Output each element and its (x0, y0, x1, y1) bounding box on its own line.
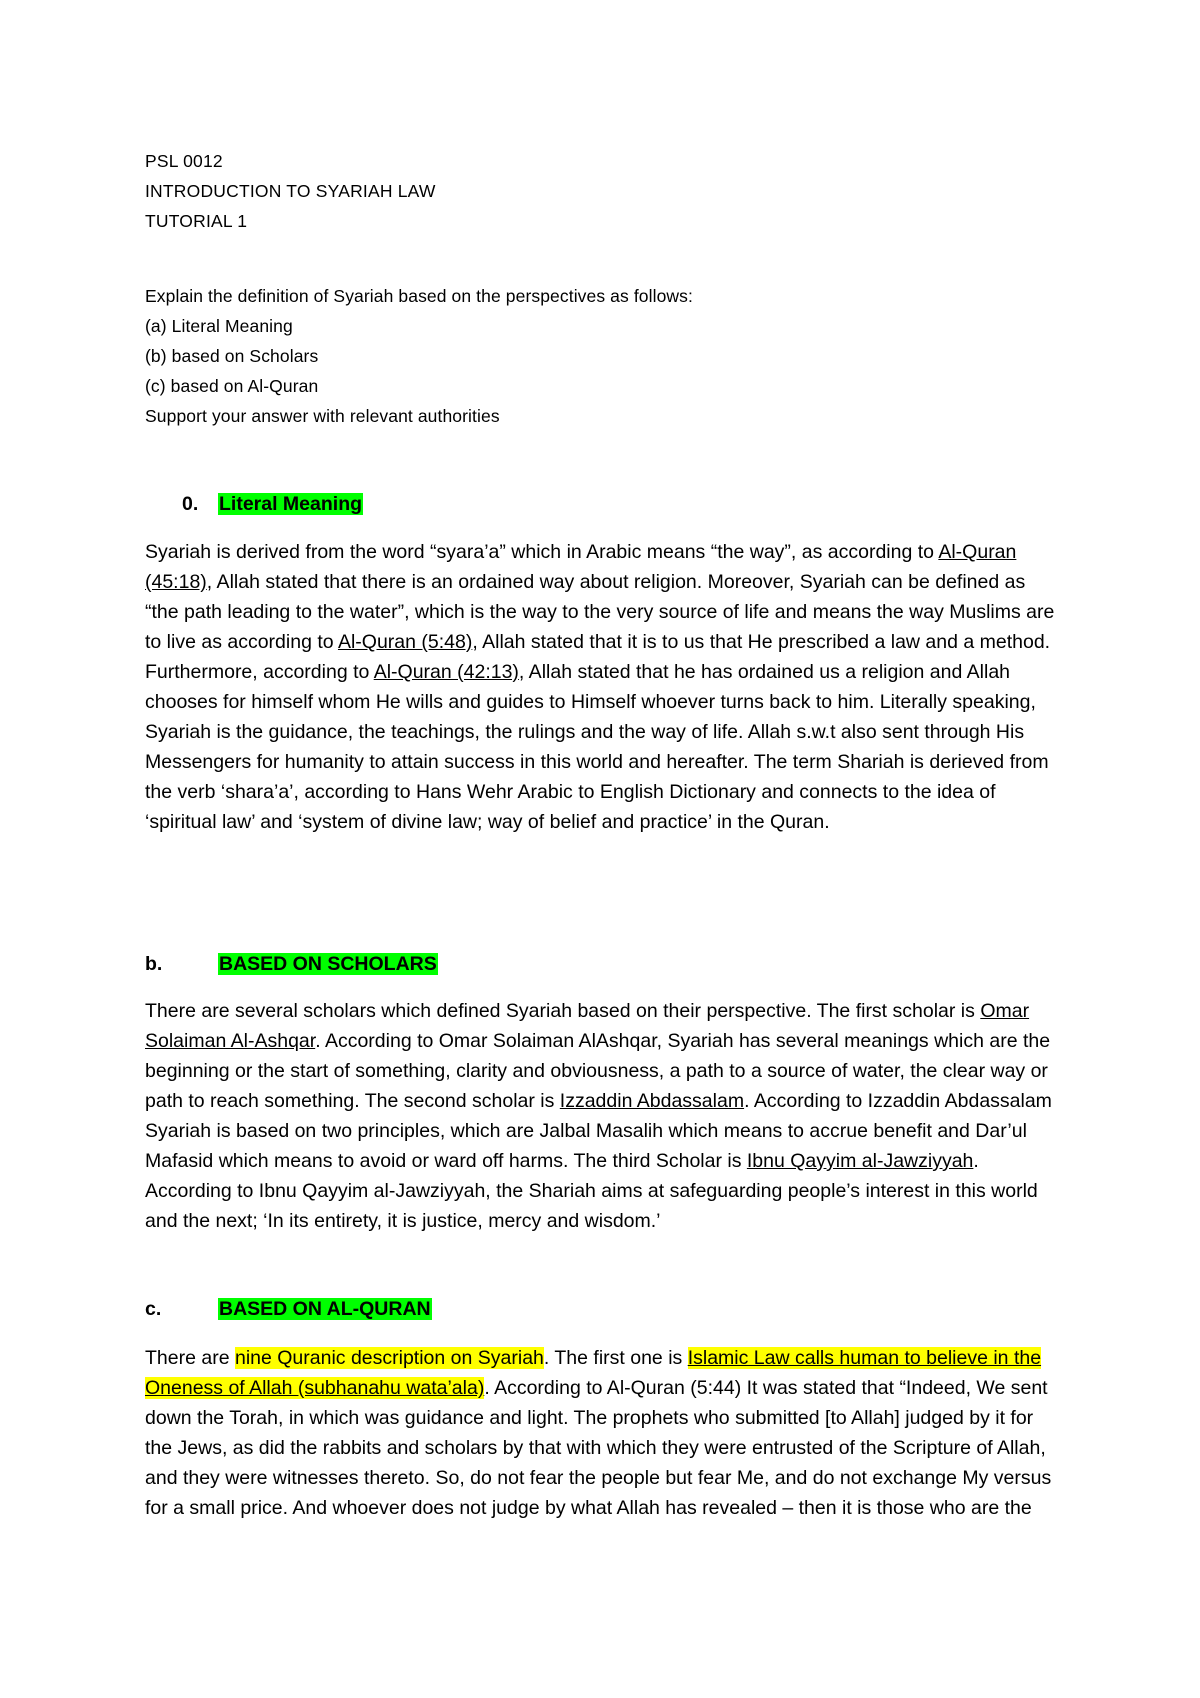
question-note: Support your answer with relevant authorities (145, 406, 500, 426)
text-run: . According to Ibnu Qayyim al-Jawziyyah, the Shariah aims at safeguarding people’s interest in this world and the next; ‘In its entirety, it is justice, mercy and wisdom.’ (145, 1150, 1038, 1232)
course-title: INTRODUCTION TO SYARIAH LAW (145, 181, 436, 201)
scholar-omar-solaiman: Omar Solaiman Al-Ashqar (145, 1000, 1030, 1052)
text-run: . According to Izzaddin Abdassalam Syariah is based on two principles, which are Jalbal Masalih which means to accrue benefit and Dar’ul Mafasid which means to avoid or ward off harms. The third Scholar is (145, 1090, 1052, 1172)
question-item-b: (b) based on Scholars (145, 346, 319, 366)
text-run: , Allah stated that there is an ordained way about religion. Moreover, Syariah can be defined as “the path leading to the water”, which is the way to the very source of life and means the way Muslims are to live as according to (145, 571, 1055, 653)
question-prompt: Explain the definition of Syariah based on the perspectives as follows: (145, 286, 693, 306)
question-item-c: (c) based on Al-Quran (145, 376, 319, 396)
section-b-title: BASED ON SCHOLARS (219, 953, 437, 975)
text-run: There are several scholars which defined Syariah based on their perspective. The first scholar is (145, 1000, 981, 1022)
question-block (145, 281, 693, 431)
section-a-heading (182, 489, 198, 519)
section-a-number: 0. (182, 493, 199, 515)
highlighted-phrase: nine Quranic description on Syariah (234, 1347, 544, 1369)
section-b-title-wrap (218, 949, 438, 979)
highlighted-underlined-phrase: Islamic Law calls human to believe in the Oneness of Allah (subhanahu wata’ala) (145, 1347, 1042, 1399)
course-code: PSL 0012 (145, 151, 223, 171)
section-c-paragraph (145, 1343, 1063, 1523)
scholar-ibnu-qayyim: Ibnu Qayyim al-Jawziyyah (746, 1150, 974, 1172)
text-run: . The first one is (543, 1347, 688, 1369)
text-run: . According to Al-Quran (5:44) It was stated that “Indeed, We sent down the Torah, in which was guidance and light. The prophets who submitted [to Allah] judged by it for the Jews, as did the rabbits and scholars by that with which they were entrusted of the Scripture of Allah, and they were witnesses thereto. So, do not fear the people but fear Me, and do not exchange My versus for a small price. And whoever does not judge by what Allah has revealed – then it is those who are the (145, 1377, 1052, 1519)
section-b-number: b. (145, 953, 163, 975)
section-c-number: c. (145, 1298, 162, 1320)
section-c-title-wrap (218, 1294, 432, 1324)
section-a-title: Literal Meaning (219, 493, 363, 515)
document-header (145, 146, 436, 236)
section-c-body (145, 1343, 1063, 1523)
citation-quran-5-48: Al-Quran (5:48) (337, 631, 473, 653)
section-a-body (145, 537, 1063, 837)
section-a-title-wrap (218, 489, 363, 519)
section-b-paragraph (145, 996, 1063, 1236)
section-b-body (145, 996, 1063, 1236)
section-c-title: BASED ON AL-QURAN (219, 1298, 431, 1320)
scholar-izzaddin: Izzaddin Abdassalam (559, 1090, 745, 1112)
text-run: Syariah is derived from the word “syara’a” which in Arabic means “the way”, as according to (145, 541, 939, 563)
citation-quran-42-13: Al-Quran (42:13) (373, 661, 519, 683)
text-run: , Allah stated that he has ordained us a religion and Allah chooses for himself whom He wills and guides to Himself whoever turns back to him. Literally speaking, Syariah is the guidance, the teachings, the rulings and the way of life. Allah s.w.t also sent through His Messengers for humanity to attain success in this world and hereafter. The term Shariah is derieved from the verb ‘shara’a’, according to Hans Wehr Arabic to English Dictionary and connects to the idea of ‘spiritual law’ and ‘system of divine law; way of belief and practice’ in the Quran. (145, 661, 1049, 833)
section-a-paragraph (145, 537, 1063, 837)
text-run: . According to Omar Solaiman AlAshqar, Syariah has several meanings which are the beginning or the start of something, clarity and obviousness, a path to a source of water, the clear way or path to reach something. The second scholar is (145, 1030, 1051, 1112)
tutorial-label: TUTORIAL 1 (145, 211, 248, 231)
question-item-a: (a) Literal Meaning (145, 316, 293, 336)
text-run: , Allah stated that it is to us that He prescribed a law and a method. Furthermore, according to (145, 631, 1051, 683)
text-run: There are (145, 1347, 235, 1369)
citation-quran-45-18: Al-Quran (45:18) (145, 541, 1017, 593)
